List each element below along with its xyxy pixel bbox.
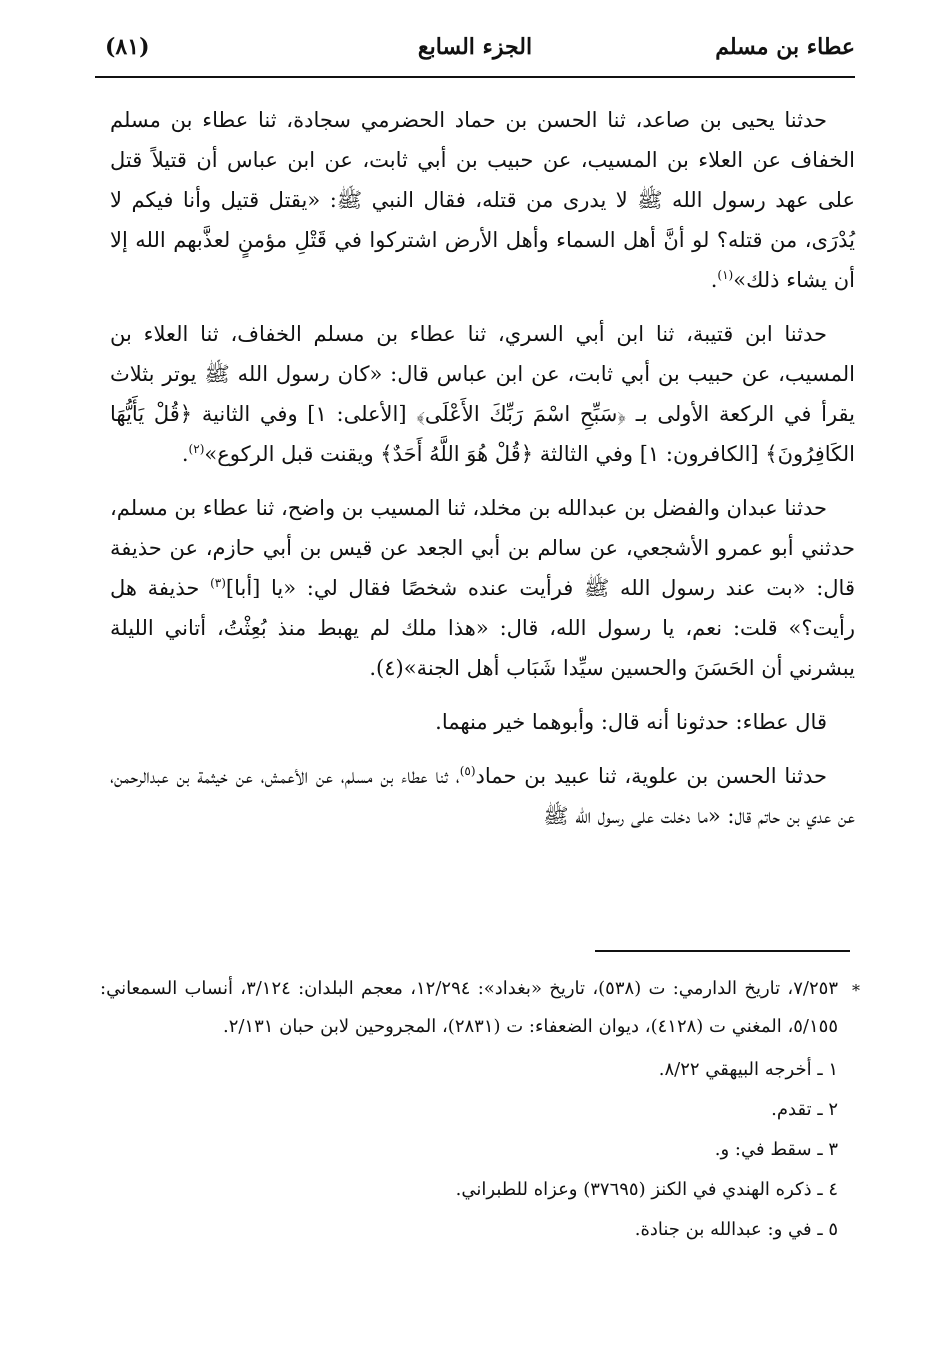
paragraph-text: حدثنا ابن قتيبة، ثنا ابن أبي السري، ثنا عطاء بن مسلم الخفاف، ثنا العلاء بن المسيب، عن حبيب بن أبي ثابت، عن ابن عباس قال: «كان رسول الله ﷺ يوتر بثلاث يقرأ في الركعة الأولى بـ ﴿سَبِّحِ اسْمَ رَبِّكَ الأَعْلَى﴾ [الأعلى: ١] وفي الثانية ﴿قُلْ يَأَيُّهَا الكَافِرُونَ﴾ [الكافرون: ١] وفي الثالثة ﴿قُلْ هُوَ اللَّهُ أَحَدٌ﴾ ويقنت قبل الركوع» bbox=[110, 322, 856, 466]
footnote-item: ٥ ـ في و: عبدالله بن جنادة. bbox=[634, 1219, 838, 1240]
paragraph-text: حدثنا الحسن بن علوية، ثنا عبيد بن حماد bbox=[475, 764, 828, 788]
paragraph-text: حدثنا يحيى بن صاعد، ثنا الحسن بن حماد الحضرمي سجادة، ثنا عطاء بن مسلم الخفاف عن العلاء بن المسيب، عن حبيب بن أبي ثابت، عن ابن عباس أن قتيلاً قتل على عهد رسول الله ﷺ لا يدرى من قتله، فقال النبي ﷺ: «يقتل قتيل وأنا فيكم لا يُدْرَى، من قتله؟ لو أنَّ أهل السماء وأهل الأرض اشتركوا في قَتْلِ مؤمنٍ لعذَّبهم الله إلا أن يشاء ذلك» bbox=[110, 108, 855, 292]
source-marker: * bbox=[852, 981, 860, 1000]
paragraph-text: قال عطاء: حدثونا أنه قال: وأبوهما خير منهما. bbox=[435, 710, 827, 734]
paragraph bbox=[110, 100, 855, 300]
paragraph-text: حدثنا عبدان والفضل بن عبدالله بن مخلد، ثنا المسيب بن واضح، ثنا عطاء بن مسلم، حدثني أبو عمرو الأشجعي، عن سالم بن أبي الجعد عن قيس بن أبي حازم، عن حذيفة قال: «بت عند رسول الله ﷺ فرأيت عنده شخصًا فقال لي: «يا [أبا] bbox=[110, 496, 855, 600]
chapter-title: عطاء بن مسلم bbox=[715, 34, 855, 60]
paragraph bbox=[110, 702, 855, 742]
footnote-marker: (١) bbox=[717, 268, 734, 282]
footnote-separator bbox=[595, 950, 850, 952]
footnote-item: ١ ـ أخرجه البيهقي ٨/٢٢. bbox=[658, 1059, 838, 1080]
page-number: (٨١) bbox=[105, 34, 150, 60]
footnote-item: ٣ ـ سقط في: و. bbox=[714, 1139, 838, 1160]
main-text bbox=[110, 100, 855, 850]
paragraph bbox=[110, 756, 855, 836]
paragraph bbox=[110, 488, 855, 688]
paragraph-end: . bbox=[710, 268, 718, 292]
source-text: ٧/٢٥٣، تاريخ الدارمي: ت (٥٣٨)، تاريخ «بغداد»: ١٢/٢٩٤، معجم البلدان: ٣/١٢٤، أنساب السمعاني: ٥/١٥٥، المغني ت (٤١٢٨)، ديوان الضعفاء: ت (٢٨٣١)، المجروحين لابن حبان ٢/١٣١. bbox=[100, 978, 838, 1037]
footnote-item: ٢ ـ تقدم. bbox=[771, 1099, 838, 1120]
footnote-marker: (٣) bbox=[210, 576, 226, 590]
footnote-marker: (٥) bbox=[459, 764, 476, 778]
paragraph-end: ، ثنا عطاء بن مسلم، عن الأعمش، عن خيثمة بن عبدالرحمن، عن عدي بن حاتم قال: «ما دخلت على رسول الله ﷺ bbox=[110, 764, 855, 828]
paragraph bbox=[110, 314, 855, 474]
footnote-item: ٤ ـ ذكره الهندي في الكنز (٣٧٦٩٥) وعزاه للطبراني. bbox=[455, 1179, 838, 1200]
paragraph-end: حذيفة هل رأيت؟» قلت: نعم، يا رسول الله، قال: «هذا ملك لم يهبط منذ بُعِثْتُ، أتاني الليلة يبشرني أن الحَسَنَ والحسين سيِّدا شَبَاب أهل الجنة»(٤). bbox=[110, 576, 855, 680]
volume-title: الجزء السابع bbox=[417, 34, 533, 60]
header-rule bbox=[95, 76, 855, 78]
footnotes bbox=[100, 970, 860, 1252]
page-header bbox=[95, 30, 855, 78]
paragraph-end: . bbox=[181, 442, 189, 466]
footnote-source bbox=[100, 970, 860, 1046]
footnote-marker: (٢) bbox=[188, 442, 205, 456]
